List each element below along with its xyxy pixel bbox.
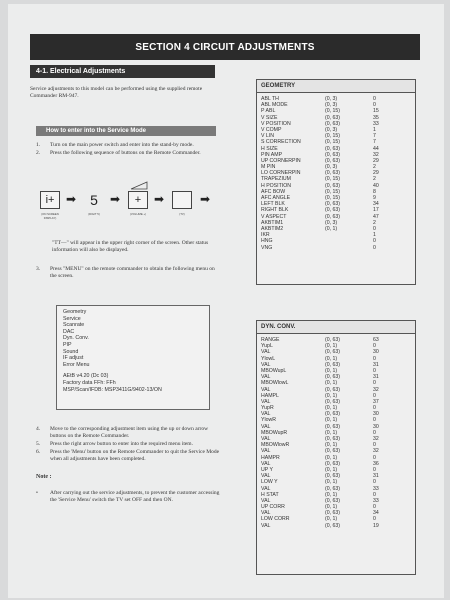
param-name: VAL xyxy=(261,386,271,393)
param-range: (0, 1) xyxy=(325,479,338,486)
param-value: 19 xyxy=(373,522,379,529)
param-name: VNG xyxy=(261,244,273,251)
param-name: YlowR xyxy=(261,417,276,424)
param-value: 32 xyxy=(373,151,379,158)
param-range: (0, 63) xyxy=(325,349,340,356)
param-range: (0, 63) xyxy=(325,114,340,121)
param-range: (0, 1) xyxy=(325,380,338,387)
param-name: VAL xyxy=(261,374,271,381)
param-value: 0 xyxy=(373,491,376,498)
param-name: VAL xyxy=(261,522,271,529)
step-item: 3. Press "MENU" on the remote commander to obtain the following menu on the screen. xyxy=(36,266,215,279)
param-value: 29 xyxy=(373,170,379,177)
param-value: 0 xyxy=(373,417,376,424)
geometry-table xyxy=(256,79,416,285)
param-range: (0, 63) xyxy=(325,170,340,177)
arrow-right-icon: ➡ xyxy=(110,192,121,206)
param-range: (0, 63) xyxy=(325,436,340,442)
param-range: (0, 15) xyxy=(325,176,340,183)
param-name: MBOWupR xyxy=(261,429,288,436)
param-name: VAL xyxy=(261,485,271,492)
menu-item: Service xyxy=(63,315,81,322)
param-range: (0, 63) xyxy=(325,120,340,127)
param-value: 0 xyxy=(373,405,376,412)
step-item: 1. Turn on the main power switch and enter into the stand-by mode. xyxy=(36,142,194,148)
param-value: 0 xyxy=(373,442,376,449)
param-value: 0 xyxy=(373,102,376,109)
param-name: PIN AMP xyxy=(261,151,283,158)
param-name: RANGE xyxy=(261,337,280,343)
param-value: 44 xyxy=(373,145,379,152)
param-name: V POSITION xyxy=(261,120,291,127)
param-name: MBOWupL xyxy=(261,367,287,374)
param-range: (0, 63) xyxy=(325,157,340,164)
volume-ramp-icon xyxy=(130,181,148,190)
param-name: YupR xyxy=(261,405,274,412)
param-value: 29 xyxy=(373,157,379,164)
intro-paragraph: Service adjustments to this model can be performed using the supplied remote Commander RM-947. xyxy=(30,86,203,99)
tt-note: "TT—" will appear in the upper right corner of the screen. Other status information will also be displayed. xyxy=(52,240,209,253)
param-value: 0 xyxy=(373,479,376,486)
param-value: 40 xyxy=(373,182,379,189)
param-value: 30 xyxy=(373,423,379,430)
param-name: UP CORNERPIN xyxy=(261,157,301,164)
arrow-right-icon: ➡ xyxy=(200,192,211,206)
param-range: (0, 63) xyxy=(325,386,340,393)
menu-item: DAC xyxy=(63,328,75,335)
param-value: 63 xyxy=(373,337,379,343)
param-name: MBOWlowL xyxy=(261,380,289,387)
param-range: (0, 3) xyxy=(325,219,338,226)
param-name: VAL xyxy=(261,460,271,467)
menu-item: Dyn. Conv. xyxy=(63,335,89,342)
param-value: 0 xyxy=(373,96,376,102)
service-menu-screen xyxy=(56,305,210,410)
param-range: (0, 63) xyxy=(325,448,340,455)
param-value: 33 xyxy=(373,120,379,127)
param-range: (0, 1) xyxy=(325,392,338,399)
note-body: • After carrying out the service adjustments, to prevent the customer accessing the 'Service Menu' switch the TV set OFF and then ON. xyxy=(36,490,220,503)
param-name: TRAPEZIUM xyxy=(261,176,291,183)
param-value: 0 xyxy=(373,343,376,350)
param-name: AFC ANGLE xyxy=(261,195,291,201)
param-name: P ABL xyxy=(261,108,276,115)
menu-item: Error Menu xyxy=(63,361,90,368)
param-value: 36 xyxy=(373,460,379,467)
param-value: 34 xyxy=(373,510,379,517)
param-value: 32 xyxy=(373,436,379,442)
arrow-right-icon: ➡ xyxy=(154,192,165,206)
param-range: (0, 63) xyxy=(325,522,340,529)
param-value: 0 xyxy=(373,244,376,251)
param-name: AKBTIM1 xyxy=(261,219,284,226)
key-caption: (TV) xyxy=(179,212,185,216)
subsection-title: 4-1. Electrical Adjustments xyxy=(30,65,215,78)
param-value: 0 xyxy=(373,238,376,245)
param-value: 32 xyxy=(373,448,379,455)
param-value: 33 xyxy=(373,485,379,492)
param-name: VAL xyxy=(261,497,271,504)
menu-info-line: Factory data FFh: FFh xyxy=(63,379,116,386)
param-range: (0, 63) xyxy=(325,398,340,405)
param-range: (0, 1) xyxy=(325,516,338,523)
param-name: VAL xyxy=(261,361,271,368)
param-range: (0, 15) xyxy=(325,108,340,115)
menu-item: IF adjust xyxy=(63,355,84,362)
param-range: (0, 15) xyxy=(325,188,340,195)
tv-key-icon xyxy=(172,191,192,209)
note-heading: Note : xyxy=(36,474,52,480)
param-name: V LIN xyxy=(261,133,274,140)
param-name: YupL xyxy=(261,343,273,350)
param-name: LOW Y xyxy=(261,479,278,486)
param-value: 0 xyxy=(373,454,376,461)
param-range: (0, 1) xyxy=(325,355,338,362)
param-name: VAL xyxy=(261,423,271,430)
step-item: 6. Press the 'Menu' button on the Remote Commander to quit the Service Mode when all adjustments have been completed. xyxy=(36,449,220,462)
param-value: 0 xyxy=(373,466,376,473)
menu-item: Scanrate xyxy=(63,322,85,329)
param-range: (0, 63) xyxy=(325,510,340,517)
param-value: 9 xyxy=(373,195,376,201)
param-value: 0 xyxy=(373,367,376,374)
param-name: S CORRECTION xyxy=(261,139,301,146)
param-value: 0 xyxy=(373,516,376,523)
key-caption: (ON SCREEN DISPLAY) xyxy=(41,212,59,220)
param-range: (0, 1) xyxy=(325,442,338,449)
steps-list-a xyxy=(36,142,222,158)
param-value: 0 xyxy=(373,429,376,436)
param-name: AFC BOW xyxy=(261,188,286,195)
param-range: (0, 63) xyxy=(325,182,340,189)
menu-item: Geometry xyxy=(63,309,87,315)
param-name: LO CORNERPIN xyxy=(261,170,301,177)
param-range: (0, 3) xyxy=(325,126,338,133)
param-value: 31 xyxy=(373,473,379,480)
param-value: 33 xyxy=(373,497,379,504)
section-title: SECTION 4 CIRCUIT ADJUSTMENTS xyxy=(30,34,420,60)
remote-key-sequence xyxy=(40,188,220,220)
param-range: (0, 63) xyxy=(325,337,340,343)
param-value: 0 xyxy=(373,225,376,232)
param-value: 0 xyxy=(373,355,376,362)
param-name: VAL xyxy=(261,398,271,405)
param-value: 35 xyxy=(373,114,379,121)
menu-item: PIP xyxy=(63,341,72,348)
param-range: (0, 3) xyxy=(325,102,338,109)
param-name: HAMPR xyxy=(261,454,280,461)
param-range: (0, 15) xyxy=(325,195,340,201)
menu-info-line: AEtB v4.20 (Dc 03) xyxy=(63,373,109,380)
arrow-right-icon: ➡ xyxy=(66,192,77,206)
param-value: 0 xyxy=(373,504,376,511)
param-value: 8 xyxy=(373,188,376,195)
param-range: (0, 1) xyxy=(325,405,338,412)
param-range: (0, 63) xyxy=(325,423,340,430)
param-name: LEFT BLK xyxy=(261,201,285,208)
param-value: 2 xyxy=(373,164,376,171)
param-value: 0 xyxy=(373,392,376,399)
param-name: V COMP xyxy=(261,126,282,133)
param-range: (0, 63) xyxy=(325,485,340,492)
param-name: YlowL xyxy=(261,355,276,362)
param-range: (0, 63) xyxy=(325,213,340,220)
param-name: RIGHT BLK xyxy=(261,207,289,214)
param-range: (0, 1) xyxy=(325,225,338,232)
bullet-icon: • xyxy=(36,490,38,496)
param-name: UP CORR xyxy=(261,504,285,511)
dyn-conv-table-title: DYN. CONV. xyxy=(257,321,415,334)
param-range: (0, 1) xyxy=(325,466,338,473)
param-range: (0, 63) xyxy=(325,207,340,214)
param-name: LOW CORR xyxy=(261,516,290,523)
service-mode-heading: How to enter into the Service Mode xyxy=(36,126,216,136)
param-range: (0, 1) xyxy=(325,343,338,350)
param-value: 1 xyxy=(373,232,376,239)
param-range: (0, 63) xyxy=(325,201,340,208)
geometry-table-title: GEOMETRY xyxy=(257,80,415,93)
param-range: (0, 1) xyxy=(325,367,338,374)
param-name: VAL xyxy=(261,473,271,480)
param-range: (0, 15) xyxy=(325,133,340,140)
param-name: VAL xyxy=(261,510,271,517)
param-name: V ASPECT xyxy=(261,213,287,220)
param-name: ABL MODE xyxy=(261,102,288,109)
dyn-conv-table xyxy=(256,320,416,575)
param-value: 30 xyxy=(373,349,379,356)
key-caption: (VOLUME +) xyxy=(129,212,147,216)
param-value: 2 xyxy=(373,176,376,183)
param-range: (0, 63) xyxy=(325,374,340,381)
menu-info-line: MSP/Scan/IFDB: MSP3411G/9402-13/ON xyxy=(63,386,162,393)
steps-list-b xyxy=(36,426,222,464)
param-name: VAL xyxy=(261,349,271,356)
param-range: (0, 3) xyxy=(325,164,338,171)
param-range: (0, 63) xyxy=(325,473,340,480)
param-range: (0, 1) xyxy=(325,429,338,436)
param-name: ABL TH xyxy=(261,96,279,102)
param-value: 32 xyxy=(373,386,379,393)
param-range: (0, 63) xyxy=(325,151,340,158)
param-name: VAL xyxy=(261,436,271,442)
table-row xyxy=(257,245,415,251)
step-item: 4. Move to the corresponding adjustment item using the up or down arrow buttons on the Remote Commander. xyxy=(36,426,209,439)
key-caption: (DIGIT 5) xyxy=(88,212,100,216)
param-range: (0, 63) xyxy=(325,361,340,368)
volume-plus-key-icon: + xyxy=(128,191,148,209)
menu-item: Sound xyxy=(63,348,79,355)
param-range: (0, 3) xyxy=(325,96,338,102)
param-value: 34 xyxy=(373,201,379,208)
digit-5-key-icon: 5 xyxy=(90,192,98,208)
param-value: 30 xyxy=(373,411,379,418)
param-value: 47 xyxy=(373,213,379,220)
param-range: (0, 63) xyxy=(325,497,340,504)
param-range xyxy=(325,245,373,251)
param-value: 2 xyxy=(373,219,376,226)
param-name: H POSITION xyxy=(261,182,291,189)
param-name: H SIZE xyxy=(261,145,278,152)
param-range: (0, 63) xyxy=(325,460,340,467)
param-value: 15 xyxy=(373,108,379,115)
step-item: 2. Press the following sequence of buttons on the Remote Commander. xyxy=(36,150,201,156)
param-name: VAL xyxy=(261,448,271,455)
param-value: 31 xyxy=(373,374,379,381)
param-range: (0, 1) xyxy=(325,454,338,461)
param-range: (0, 1) xyxy=(325,504,338,511)
param-name: H STAT xyxy=(261,491,279,498)
param-value: 37 xyxy=(373,398,379,405)
param-value: 31 xyxy=(373,361,379,368)
param-range: (0, 1) xyxy=(325,491,338,498)
param-value: 7 xyxy=(373,139,376,146)
param-value: 7 xyxy=(373,133,376,140)
param-name: V SIZE xyxy=(261,114,278,121)
param-name: UP Y xyxy=(261,466,273,473)
table-row xyxy=(257,523,415,529)
step-item: 5. Press the right arrow button to enter into the required menu item. xyxy=(36,441,193,447)
param-name: HNG xyxy=(261,238,273,245)
param-name: HAMPL xyxy=(261,392,279,399)
param-name: MBOWlowR xyxy=(261,442,290,449)
param-name: VAL xyxy=(261,411,271,418)
param-range: (0, 15) xyxy=(325,139,340,146)
param-name: AKBTIM2 xyxy=(261,225,284,232)
param-range: (0, 63) xyxy=(325,411,340,418)
param-range: (0, 63) xyxy=(325,145,340,152)
osd-key-icon: i+ xyxy=(40,191,60,209)
param-value: 1 xyxy=(373,126,376,133)
param-name: IKR xyxy=(261,232,270,239)
param-name: M PIN xyxy=(261,164,276,171)
param-range: (0, 1) xyxy=(325,417,338,424)
param-value: 0 xyxy=(373,380,376,387)
param-value: 17 xyxy=(373,207,379,214)
